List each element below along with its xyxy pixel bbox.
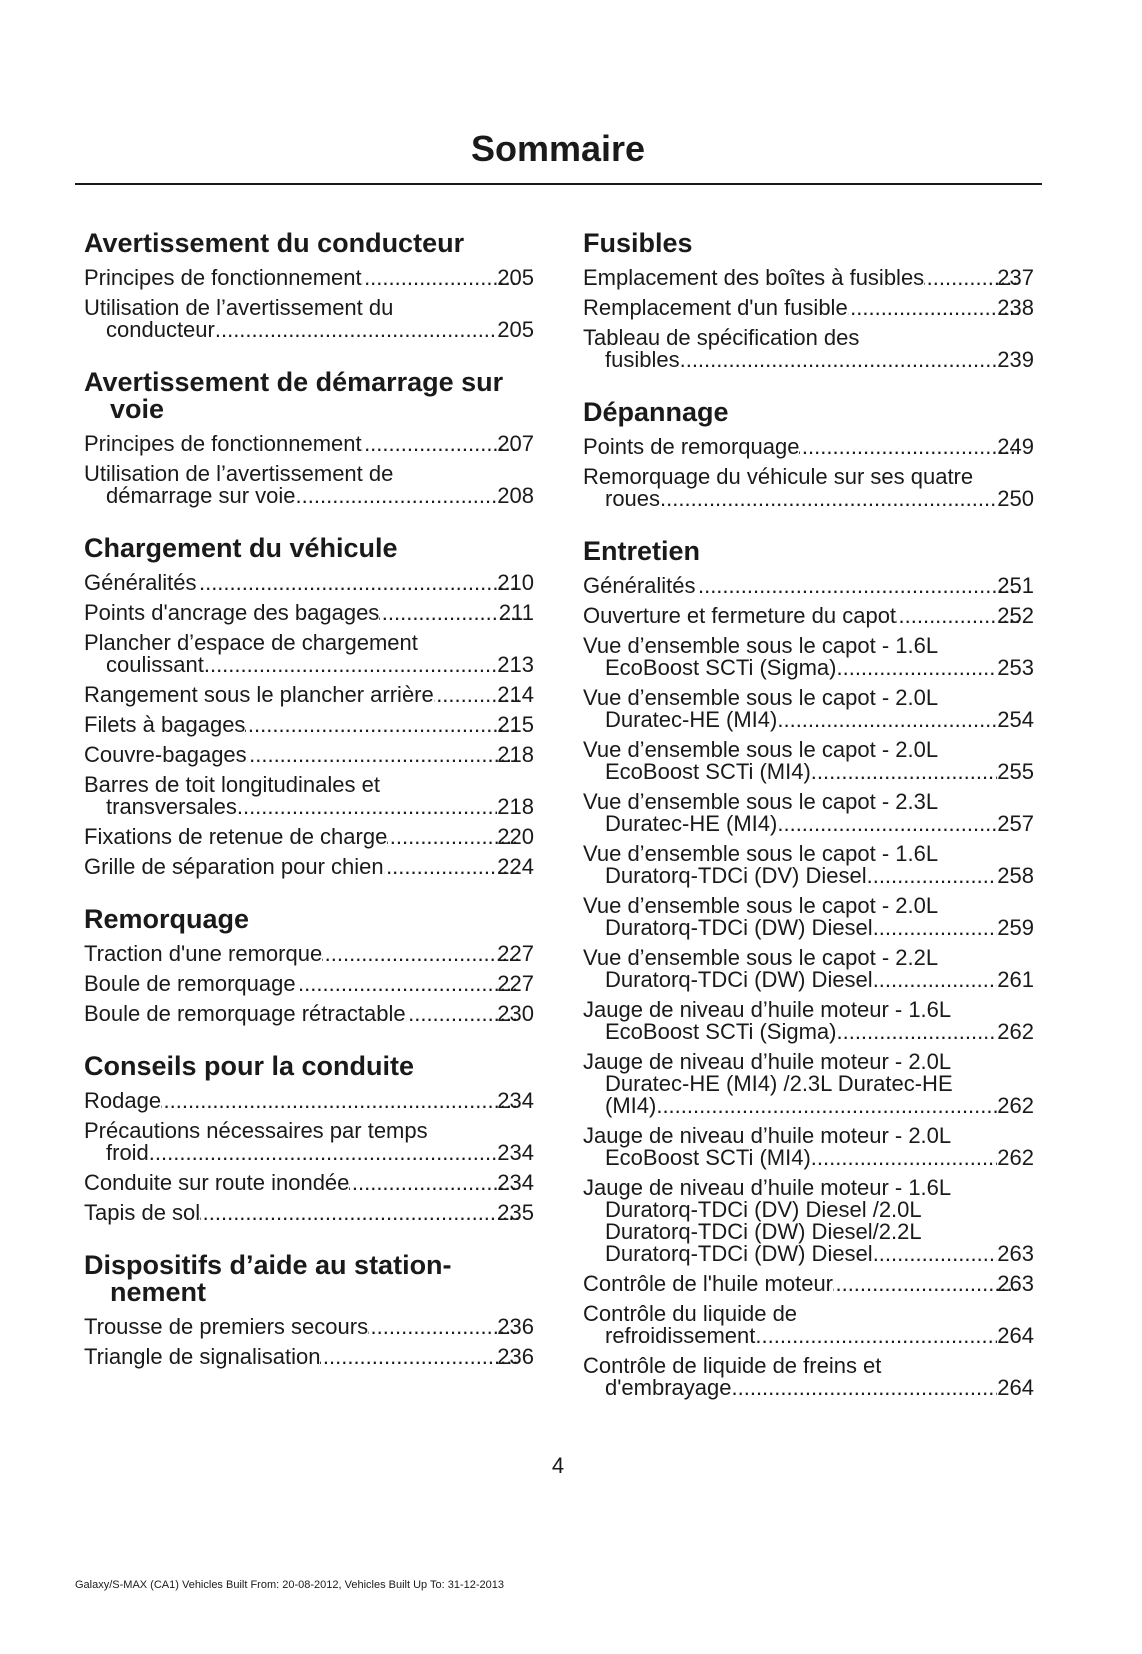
toc-page-number: 227 <box>497 971 534 996</box>
toc-page-number: 238 <box>997 295 1034 320</box>
dot-leader <box>362 267 520 289</box>
section-heading: Dépannage <box>583 397 729 427</box>
toc-page-number: 262 <box>997 1019 1034 1044</box>
page-number: 4 <box>551 1453 565 1478</box>
toc-entry[interactable] <box>583 571 1034 601</box>
dot-leader <box>320 1346 519 1368</box>
toc-entry[interactable] <box>583 263 1034 293</box>
toc-entry-text: EcoBoost SCTi (MI4) <box>605 1145 811 1170</box>
toc-entry-text: Contrôle du liquide de <box>583 1301 798 1326</box>
dot-leader <box>873 969 998 991</box>
toc-entry-text: Couvre-bagages <box>84 742 247 767</box>
toc-entry[interactable] <box>84 710 534 740</box>
toc-entry[interactable] <box>84 740 534 770</box>
toc-page-number: 249 <box>997 434 1034 459</box>
page-title: Sommaire <box>470 128 646 169</box>
toc-entry-text: EcoBoost SCTi (MI4) <box>605 759 811 784</box>
toc-entry-text: Emplacement des boîtes à fusibles <box>583 265 925 290</box>
toc-entry-text: Vue d’ensemble sous le capot - 2.0L <box>583 685 939 710</box>
toc-entry[interactable] <box>84 852 534 882</box>
toc-page-number: 234 <box>497 1140 534 1165</box>
toc-entry-text: Boule de remorquage <box>84 971 296 996</box>
toc-page-number: 264 <box>997 1375 1034 1400</box>
toc-entry-text: fusibles <box>605 347 680 372</box>
dot-leader <box>349 1172 519 1194</box>
toc-entry-text: Duratorq-TDCi (DW) Diesel <box>605 915 873 940</box>
toc-section-dispositifs-d-aide-au-station-nement <box>84 1252 534 1372</box>
toc-entry-text: Ouverture et fermeture du capot <box>583 603 897 628</box>
toc-entry[interactable] <box>583 462 1034 514</box>
toc-entry-text: Généralités <box>84 570 197 595</box>
toc-page-number: 237 <box>997 265 1034 290</box>
toc-section-conseils-pour-la-conduite <box>84 1053 534 1228</box>
toc-entry-text: Fixations de retenue de charge <box>84 824 388 849</box>
toc-entry-text: Boule de remorquage rétractable <box>84 1001 406 1026</box>
dot-leader <box>197 572 520 594</box>
section-heading: Entretien <box>583 536 701 566</box>
toc-page-number: 236 <box>497 1344 534 1369</box>
toc-entry[interactable] <box>84 459 534 511</box>
dot-leader <box>836 657 997 679</box>
toc-entry-text: coulissant <box>106 652 204 677</box>
dot-leader <box>777 709 997 731</box>
dot-leader <box>237 796 497 818</box>
toc-section-entretien <box>583 538 1034 1403</box>
toc-entry[interactable] <box>583 293 1034 323</box>
toc-entry[interactable] <box>583 943 1034 995</box>
toc-entry[interactable] <box>583 323 1034 375</box>
toc-entry[interactable] <box>583 1121 1034 1173</box>
toc-page-number: 264 <box>997 1323 1034 1348</box>
toc-page-number: 205 <box>497 317 534 342</box>
toc-page-number: 236 <box>497 1314 534 1339</box>
toc-entry-text: Vue d’ensemble sous le capot - 1.6L <box>583 841 939 866</box>
dot-leader <box>296 485 498 507</box>
toc-entry-text: Triangle de signalisation <box>84 1344 321 1369</box>
dot-leader <box>660 488 997 510</box>
toc-entry-text: Points de remorquage <box>583 434 800 459</box>
toc-entry[interactable] <box>583 1047 1034 1121</box>
toc-entry[interactable] <box>84 1116 534 1168</box>
toc-page-number: 211 <box>498 600 534 625</box>
toc-page-number: 214 <box>497 682 534 707</box>
toc-page-number: 210 <box>497 570 534 595</box>
toc-entry-text: Tapis de sol <box>84 1200 201 1225</box>
toc-page-number: 230 <box>497 1001 534 1026</box>
toc-page-number: 250 <box>997 486 1034 511</box>
toc-entry-text: Généralités <box>583 573 696 598</box>
toc-page-number: 234 <box>497 1088 534 1113</box>
toc-entry-text: Filets à bagages <box>84 712 246 737</box>
dot-leader <box>777 813 997 835</box>
toc-entry-text: Principes de fonctionnement <box>84 431 362 456</box>
toc-entry-text: Vue d’ensemble sous le capot - 2.0L <box>583 737 939 762</box>
toc-entry-text: Utilisation de l’avertissement du <box>84 295 394 320</box>
toc-page-number: 251 <box>997 573 1034 598</box>
toc-section-chargement-du-vehicule <box>84 535 534 882</box>
toc-entry[interactable] <box>583 839 1034 891</box>
toc-page-number: 255 <box>997 759 1034 784</box>
toc-entry-text: démarrage sur voie <box>106 483 296 508</box>
toc-entry-text: Barres de toit longitudinales et <box>84 772 380 797</box>
toc-entry[interactable] <box>583 1351 1034 1403</box>
toc-entry-text: Vue d’ensemble sous le capot - 2.3L <box>583 789 939 814</box>
dot-leader <box>811 761 997 783</box>
toc-entry-text: transversales <box>106 794 237 819</box>
toc-entry-text: EcoBoost SCTi (Sigma) <box>605 655 837 680</box>
toc-page-number: 224 <box>497 854 534 879</box>
toc-entry-text: (MI4) <box>605 1093 657 1118</box>
dot-leader <box>245 714 519 736</box>
toc-entry-text: Contrôle de l'huile moteur <box>583 1271 834 1296</box>
toc-page-number: 235 <box>497 1200 534 1225</box>
toc-entry[interactable] <box>583 601 1034 631</box>
toc-section-fusibles <box>583 230 1034 375</box>
toc-entry-text: Vue d’ensemble sous le capot - 1.6L <box>583 633 939 658</box>
toc-page-number: 262 <box>997 1145 1034 1170</box>
toc-page-number: 257 <box>997 811 1034 836</box>
toc-entry[interactable] <box>84 770 534 822</box>
toc-entry[interactable] <box>583 787 1034 839</box>
toc-entry[interactable] <box>84 680 534 710</box>
toc-entry-text: Points d'ancrage des bagages <box>84 600 380 625</box>
toc-entry[interactable] <box>84 1086 534 1116</box>
toc-entry-text: refroidissement <box>605 1323 756 1348</box>
toc-page-number: 218 <box>497 794 534 819</box>
section-heading: Chargement du véhicule <box>84 533 398 563</box>
dot-leader <box>836 1021 997 1043</box>
right-column <box>583 230 1034 1427</box>
toc-entry-text: Duratec-HE (MI4) <box>605 707 778 732</box>
dot-leader <box>362 433 520 455</box>
footer-note: Galaxy/S-MAX (CA1) Vehicles Built From: 20-08-2012, Vehicles Built Up To: 31-12-2013 <box>75 1579 504 1591</box>
toc-entry-text: Plancher d’espace de chargement <box>84 630 418 655</box>
toc-page-number: 263 <box>997 1241 1034 1266</box>
toc-page-number: 252 <box>997 603 1034 628</box>
toc-entry-text: Duratec-HE (MI4) <box>605 811 778 836</box>
toc-section-avertissement-de-demarrage-sur-voie <box>84 369 534 511</box>
dot-leader <box>204 654 497 676</box>
toc-entry[interactable] <box>583 1269 1034 1299</box>
toc-entry-text: Duratorq-TDCi (DV) Diesel /2.0L <box>605 1197 922 1222</box>
dot-leader <box>811 1147 997 1169</box>
toc-page-number: 262 <box>997 1093 1034 1118</box>
toc-entry[interactable] <box>84 598 534 628</box>
toc-entry[interactable] <box>583 1299 1034 1351</box>
toc-page-number: 259 <box>997 915 1034 940</box>
toc-entry-text: roues <box>605 486 661 511</box>
toc-entry-text: Contrôle de liquide de freins et <box>583 1353 882 1378</box>
toc-entry-text: Jauge de niveau d’huile moteur - 1.6L <box>583 997 952 1022</box>
toc-entry[interactable] <box>583 891 1034 943</box>
toc-entry[interactable] <box>583 432 1034 462</box>
dot-leader <box>680 349 998 371</box>
toc-entry[interactable] <box>583 995 1034 1047</box>
toc-entry-text: Duratec-HE (MI4) /2.3L Duratec-HE <box>605 1071 953 1096</box>
toc-entry-text: Duratorq-TDCi (DW) Diesel <box>605 1241 873 1266</box>
toc-page-number: 213 <box>497 652 534 677</box>
toc-entry-text: d'embrayage <box>605 1375 732 1400</box>
section-heading: Conseils pour la conduite <box>84 1051 415 1081</box>
toc-entry[interactable] <box>583 1173 1034 1269</box>
dot-leader <box>848 297 1020 319</box>
toc-page-number: 220 <box>497 824 534 849</box>
toc-entry-text: Trousse de premiers secours <box>84 1314 369 1339</box>
toc-entry-text: Conduite sur route inondée <box>84 1170 350 1195</box>
toc-entry-text: conducteur <box>106 317 215 342</box>
dot-leader <box>247 744 520 766</box>
toc-entry-text: Rangement sous le plancher arrière <box>84 682 434 707</box>
toc-entry-text: EcoBoost SCTi (Sigma) <box>605 1019 837 1044</box>
title-divider <box>75 183 1042 185</box>
toc-entry[interactable] <box>84 263 534 293</box>
toc-entry-text: Tableau de spécification des <box>583 325 860 350</box>
dot-leader <box>200 1202 519 1224</box>
toc-entry[interactable] <box>84 1198 534 1228</box>
toc-entry-text: Duratorq-TDCi (DV) Diesel <box>605 863 867 888</box>
section-heading: Avertissement du conducteur <box>84 228 465 258</box>
toc-entry-text: Précautions nécessaires par temps <box>84 1118 428 1143</box>
toc-entry[interactable] <box>84 1342 534 1372</box>
toc-page-number: 253 <box>997 655 1034 680</box>
toc-entry[interactable] <box>583 631 1034 683</box>
toc-entry-text: Remplacement d'un fusible <box>583 295 848 320</box>
toc-entry-text: Principes de fonctionnement <box>84 265 362 290</box>
toc-entry-text: Duratorq-TDCi (DW) Diesel <box>605 967 873 992</box>
toc-page-number: 258 <box>997 863 1034 888</box>
dot-leader <box>322 943 519 965</box>
toc-entry[interactable] <box>84 429 534 459</box>
toc-entry-text: Vue d’ensemble sous le capot - 2.0L <box>583 893 939 918</box>
toc-entry[interactable] <box>84 969 534 999</box>
left-column <box>84 230 534 1396</box>
toc-entry[interactable] <box>84 822 534 852</box>
toc-entry-text: froid <box>106 1140 149 1165</box>
toc-entry[interactable] <box>583 735 1034 787</box>
toc-section-avertissement-du-conducteur <box>84 230 534 345</box>
toc-page-number: 263 <box>997 1271 1034 1296</box>
toc-entry-text: Jauge de niveau d’huile moteur - 2.0L <box>583 1123 952 1148</box>
dot-leader <box>149 1142 497 1164</box>
toc-page-number: 207 <box>497 431 534 456</box>
dot-leader <box>656 1095 997 1117</box>
toc-entry-text: Vue d’ensemble sous le capot - 2.2L <box>583 945 939 970</box>
toc-entry[interactable] <box>583 683 1034 735</box>
toc-entry-text: Rodage <box>84 1088 162 1113</box>
toc-page-number: 218 <box>497 742 534 767</box>
toc-entry[interactable] <box>84 568 534 598</box>
toc-page-number: 205 <box>497 265 534 290</box>
dot-leader <box>732 1377 998 1399</box>
toc-section-remorquage <box>84 906 534 1029</box>
toc-entry-text: Jauge de niveau d’huile moteur - 2.0L <box>583 1049 952 1074</box>
dot-leader <box>755 1325 997 1347</box>
dot-leader <box>873 1243 998 1265</box>
section-heading: Remorquage <box>84 904 250 934</box>
toc-entry[interactable] <box>84 628 534 680</box>
toc-entry-text: Grille de séparation pour chien <box>84 854 384 879</box>
dot-leader <box>799 436 1019 458</box>
toc-entry-text: Traction d'une remorque <box>84 941 323 966</box>
toc-page-number: 227 <box>497 941 534 966</box>
toc-entry[interactable] <box>84 939 534 969</box>
toc-section-depannage <box>583 399 1034 514</box>
toc-entry-text: Duratorq-TDCi (DW) Diesel/2.2L <box>605 1219 922 1244</box>
toc-page-number: 208 <box>497 483 534 508</box>
toc-entry[interactable] <box>84 1312 534 1342</box>
toc-page-number: 215 <box>497 712 534 737</box>
section-heading: Avertissement de démarrage sur voie <box>84 367 504 424</box>
dot-leader <box>833 1273 1019 1295</box>
dot-leader <box>696 575 1020 597</box>
toc-page-number: 239 <box>997 347 1034 372</box>
toc-entry-text: Jauge de niveau d’huile moteur - 1.6L <box>583 1175 952 1200</box>
dot-leader <box>161 1090 519 1112</box>
section-heading: Dispositifs d’aide au station- nement <box>84 1250 452 1307</box>
dot-leader <box>296 973 520 995</box>
toc-entry[interactable] <box>84 1168 534 1198</box>
toc-entry-text: Remorquage du véhicule sur ses quatre <box>583 464 974 489</box>
toc-entry[interactable] <box>84 293 534 345</box>
toc-page-number: 261 <box>997 967 1034 992</box>
toc-page-number: 234 <box>497 1170 534 1195</box>
toc-entry-text: Utilisation de l’avertissement de <box>84 461 394 486</box>
dot-leader <box>215 319 497 341</box>
toc-page-number: 254 <box>997 707 1034 732</box>
toc-entry[interactable] <box>84 999 534 1029</box>
section-heading: Fusibles <box>583 228 693 258</box>
dot-leader <box>873 917 998 939</box>
dot-leader <box>867 865 998 887</box>
